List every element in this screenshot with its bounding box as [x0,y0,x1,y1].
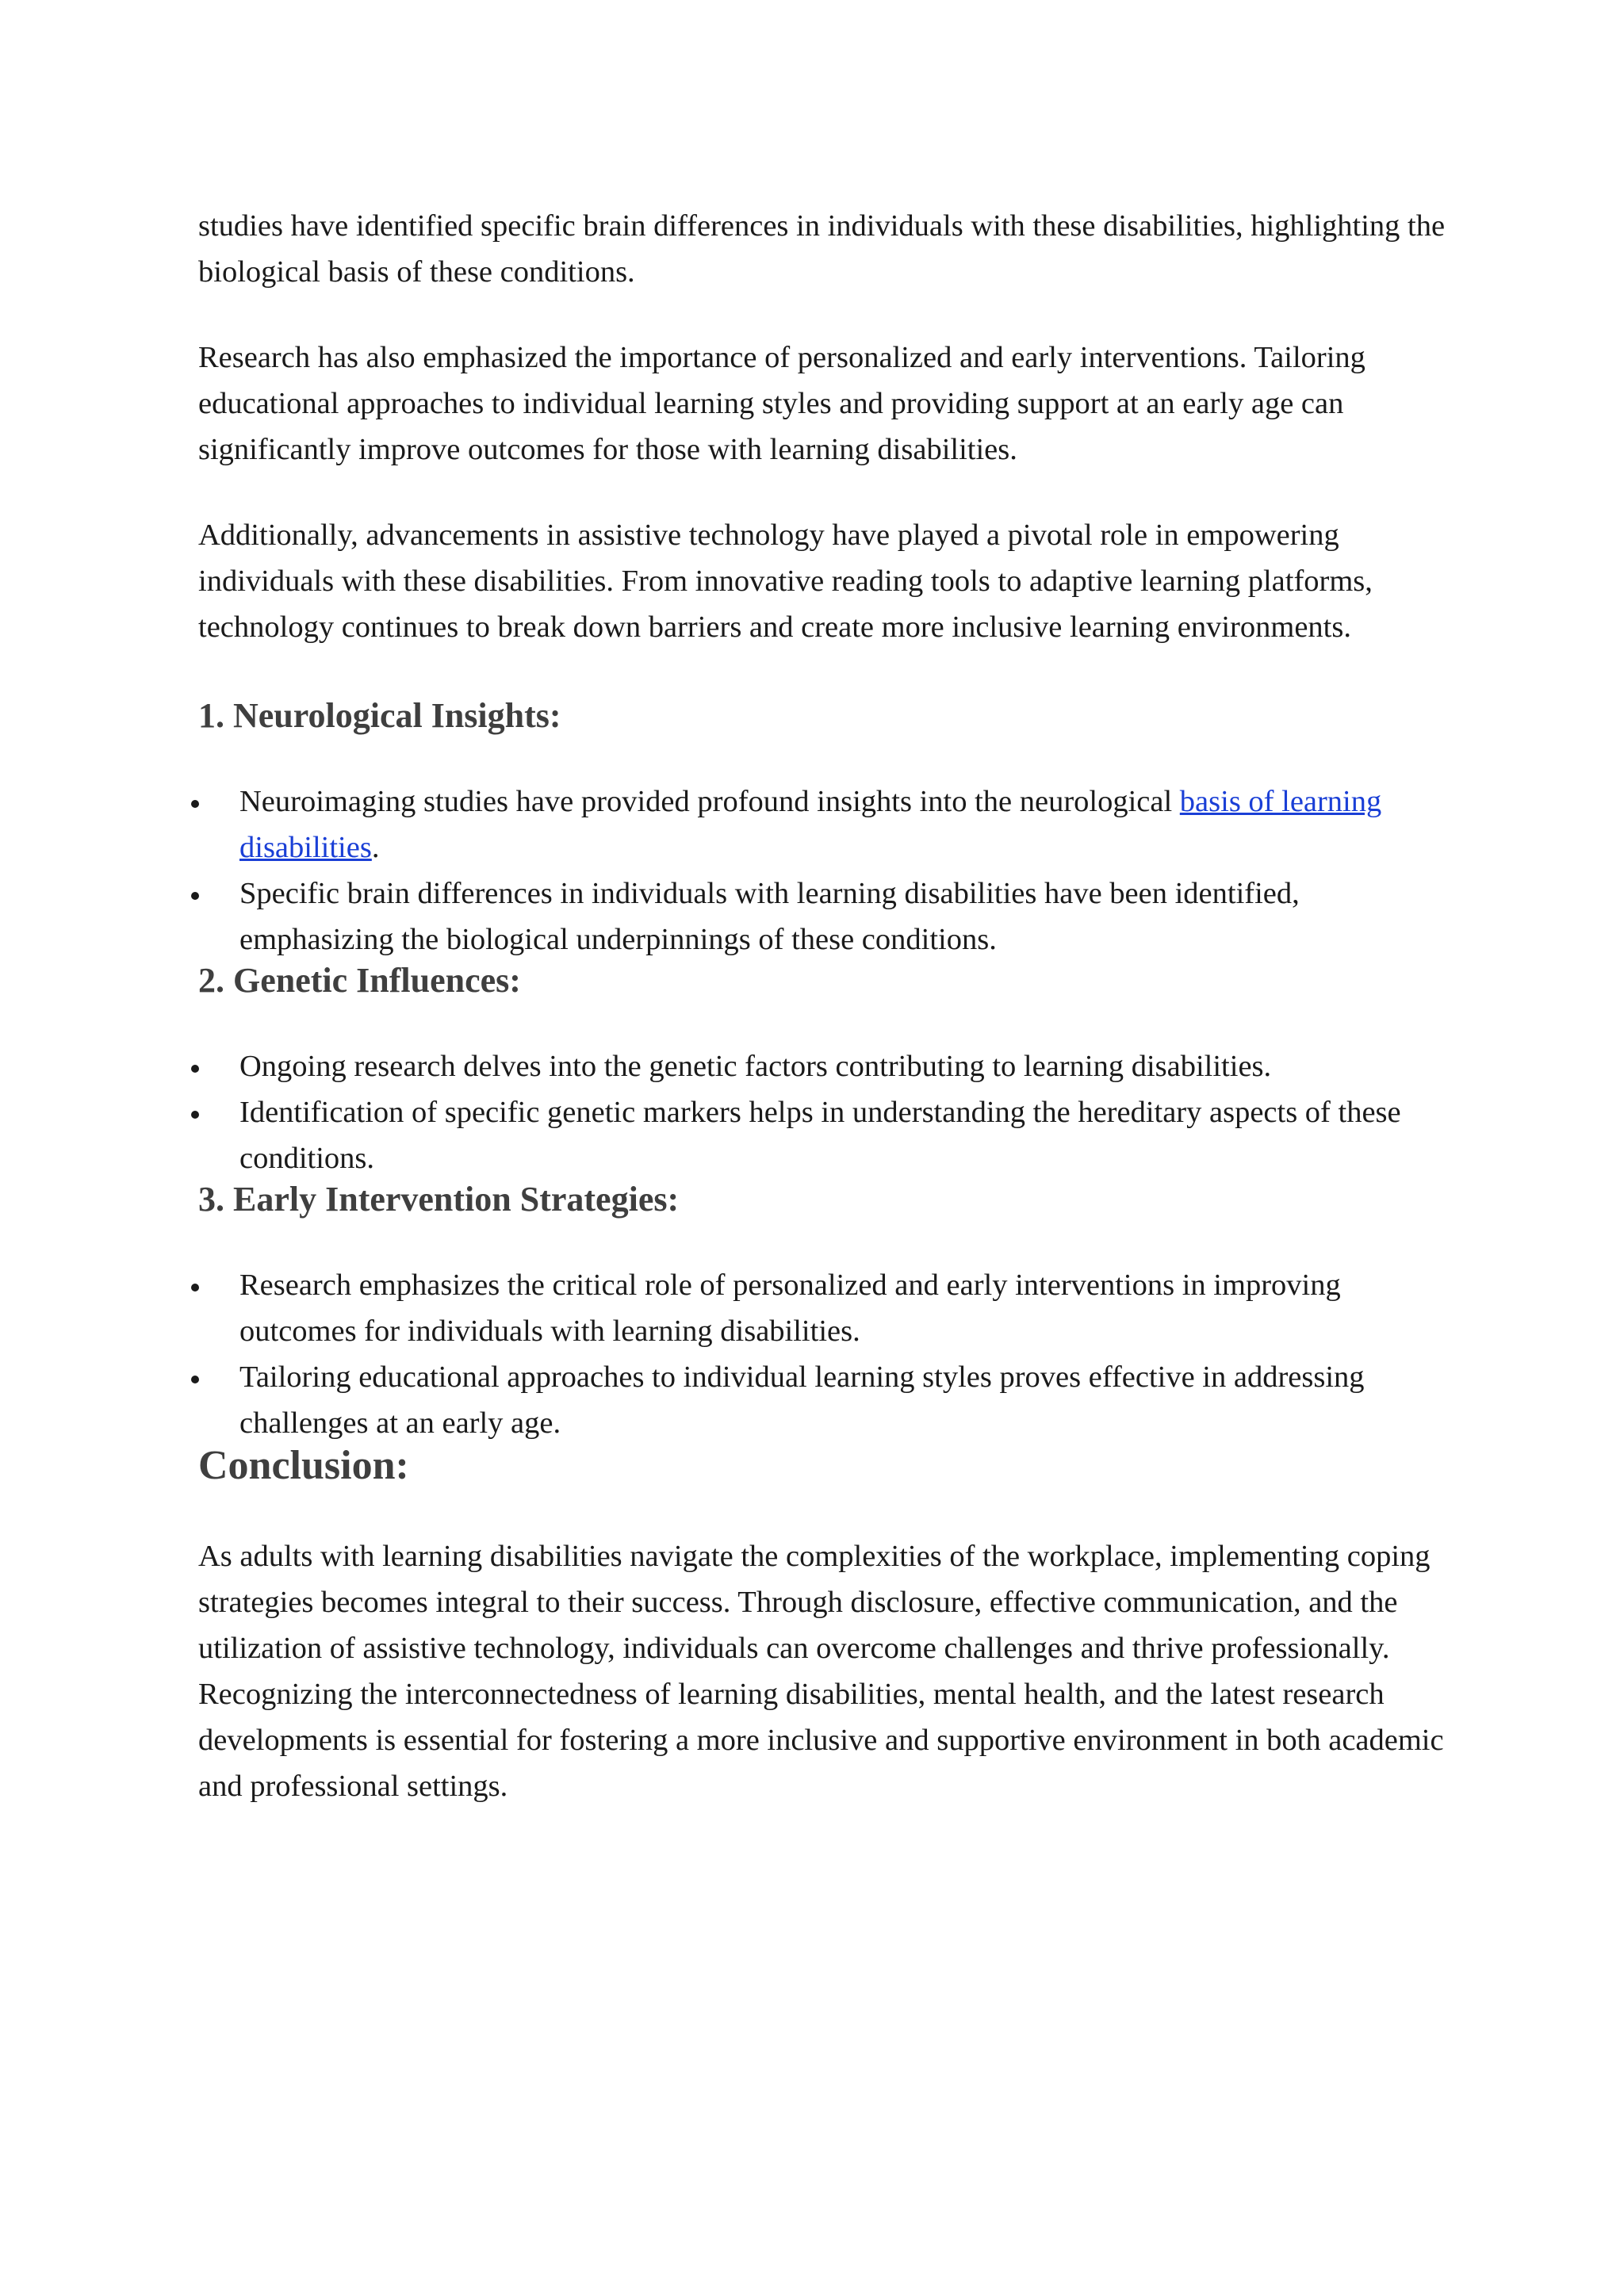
basis-of-learning-disabilities-link[interactable]: basis of learning disabilities [239,785,1382,864]
list-item-text: Neuroimaging studies have provided profound insights into the neurological [239,785,1180,818]
heading-genetic-influences: 2. Genetic Influences: [198,961,521,1000]
early-intervention-list [198,1262,1451,1446]
list-item: Ongoing research delves into the genetic factors contributing to learning disabilities. [198,1043,1451,1089]
intro-paragraph-2: Research has also emphasized the importance of personalized and early interventions. Tailoring educational approaches to individual learning styles and providing support at an early age can significantly improve outcomes for those with learning disabilities. [198,341,1365,466]
conclusion-paragraph: As adults with learning disabilities navigate the complexities of the workplace, implementing coping strategies becomes integral to their success. Through disclosure, effective communication, and the utilization of assistive technology, individuals can overcome challenges and thrive professionally. Recognizing the interconnectedness of learning disabilities, mental health, and the latest research developments is essential for fostering a more inclusive and supportive environment in both academic and professional settings. [198,1540,1444,1803]
neurological-insights-list [198,779,1451,962]
heading-neurological-insights: 1. Neurological Insights: [198,696,561,735]
list-item: Identification of specific genetic markers helps in understanding the hereditary aspects of these conditions. [198,1089,1451,1181]
list-item: Research emphasizes the critical role of personalized and early interventions in improving outcomes for individuals with learning disabilities. [198,1262,1451,1354]
heading-conclusion: Conclusion: [198,1443,409,1488]
genetic-influences-list [198,1043,1451,1181]
document-page [198,203,1451,1809]
list-item-period: . [371,831,380,864]
list-item [198,779,1451,871]
list-item: Specific brain differences in individuals with learning disabilities have been identified, emphasizing the biological underpinnings of these conditions. [198,871,1451,962]
heading-early-intervention-strategies: 3. Early Intervention Strategies: [198,1180,680,1219]
intro-paragraph-3: Additionally, advancements in assistive technology have played a pivotal role in empowering individuals with these disabilities. From innovative reading tools to adaptive learning platforms, technology continues to break down barriers and create more inclusive learning environments. [198,519,1373,644]
intro-paragraph-1: studies have identified specific brain differences in individuals with these disabilities, highlighting the biological basis of these conditions. [198,209,1446,289]
list-item: Tailoring educational approaches to individual learning styles proves effective in addressing challenges at an early age. [198,1354,1451,1446]
